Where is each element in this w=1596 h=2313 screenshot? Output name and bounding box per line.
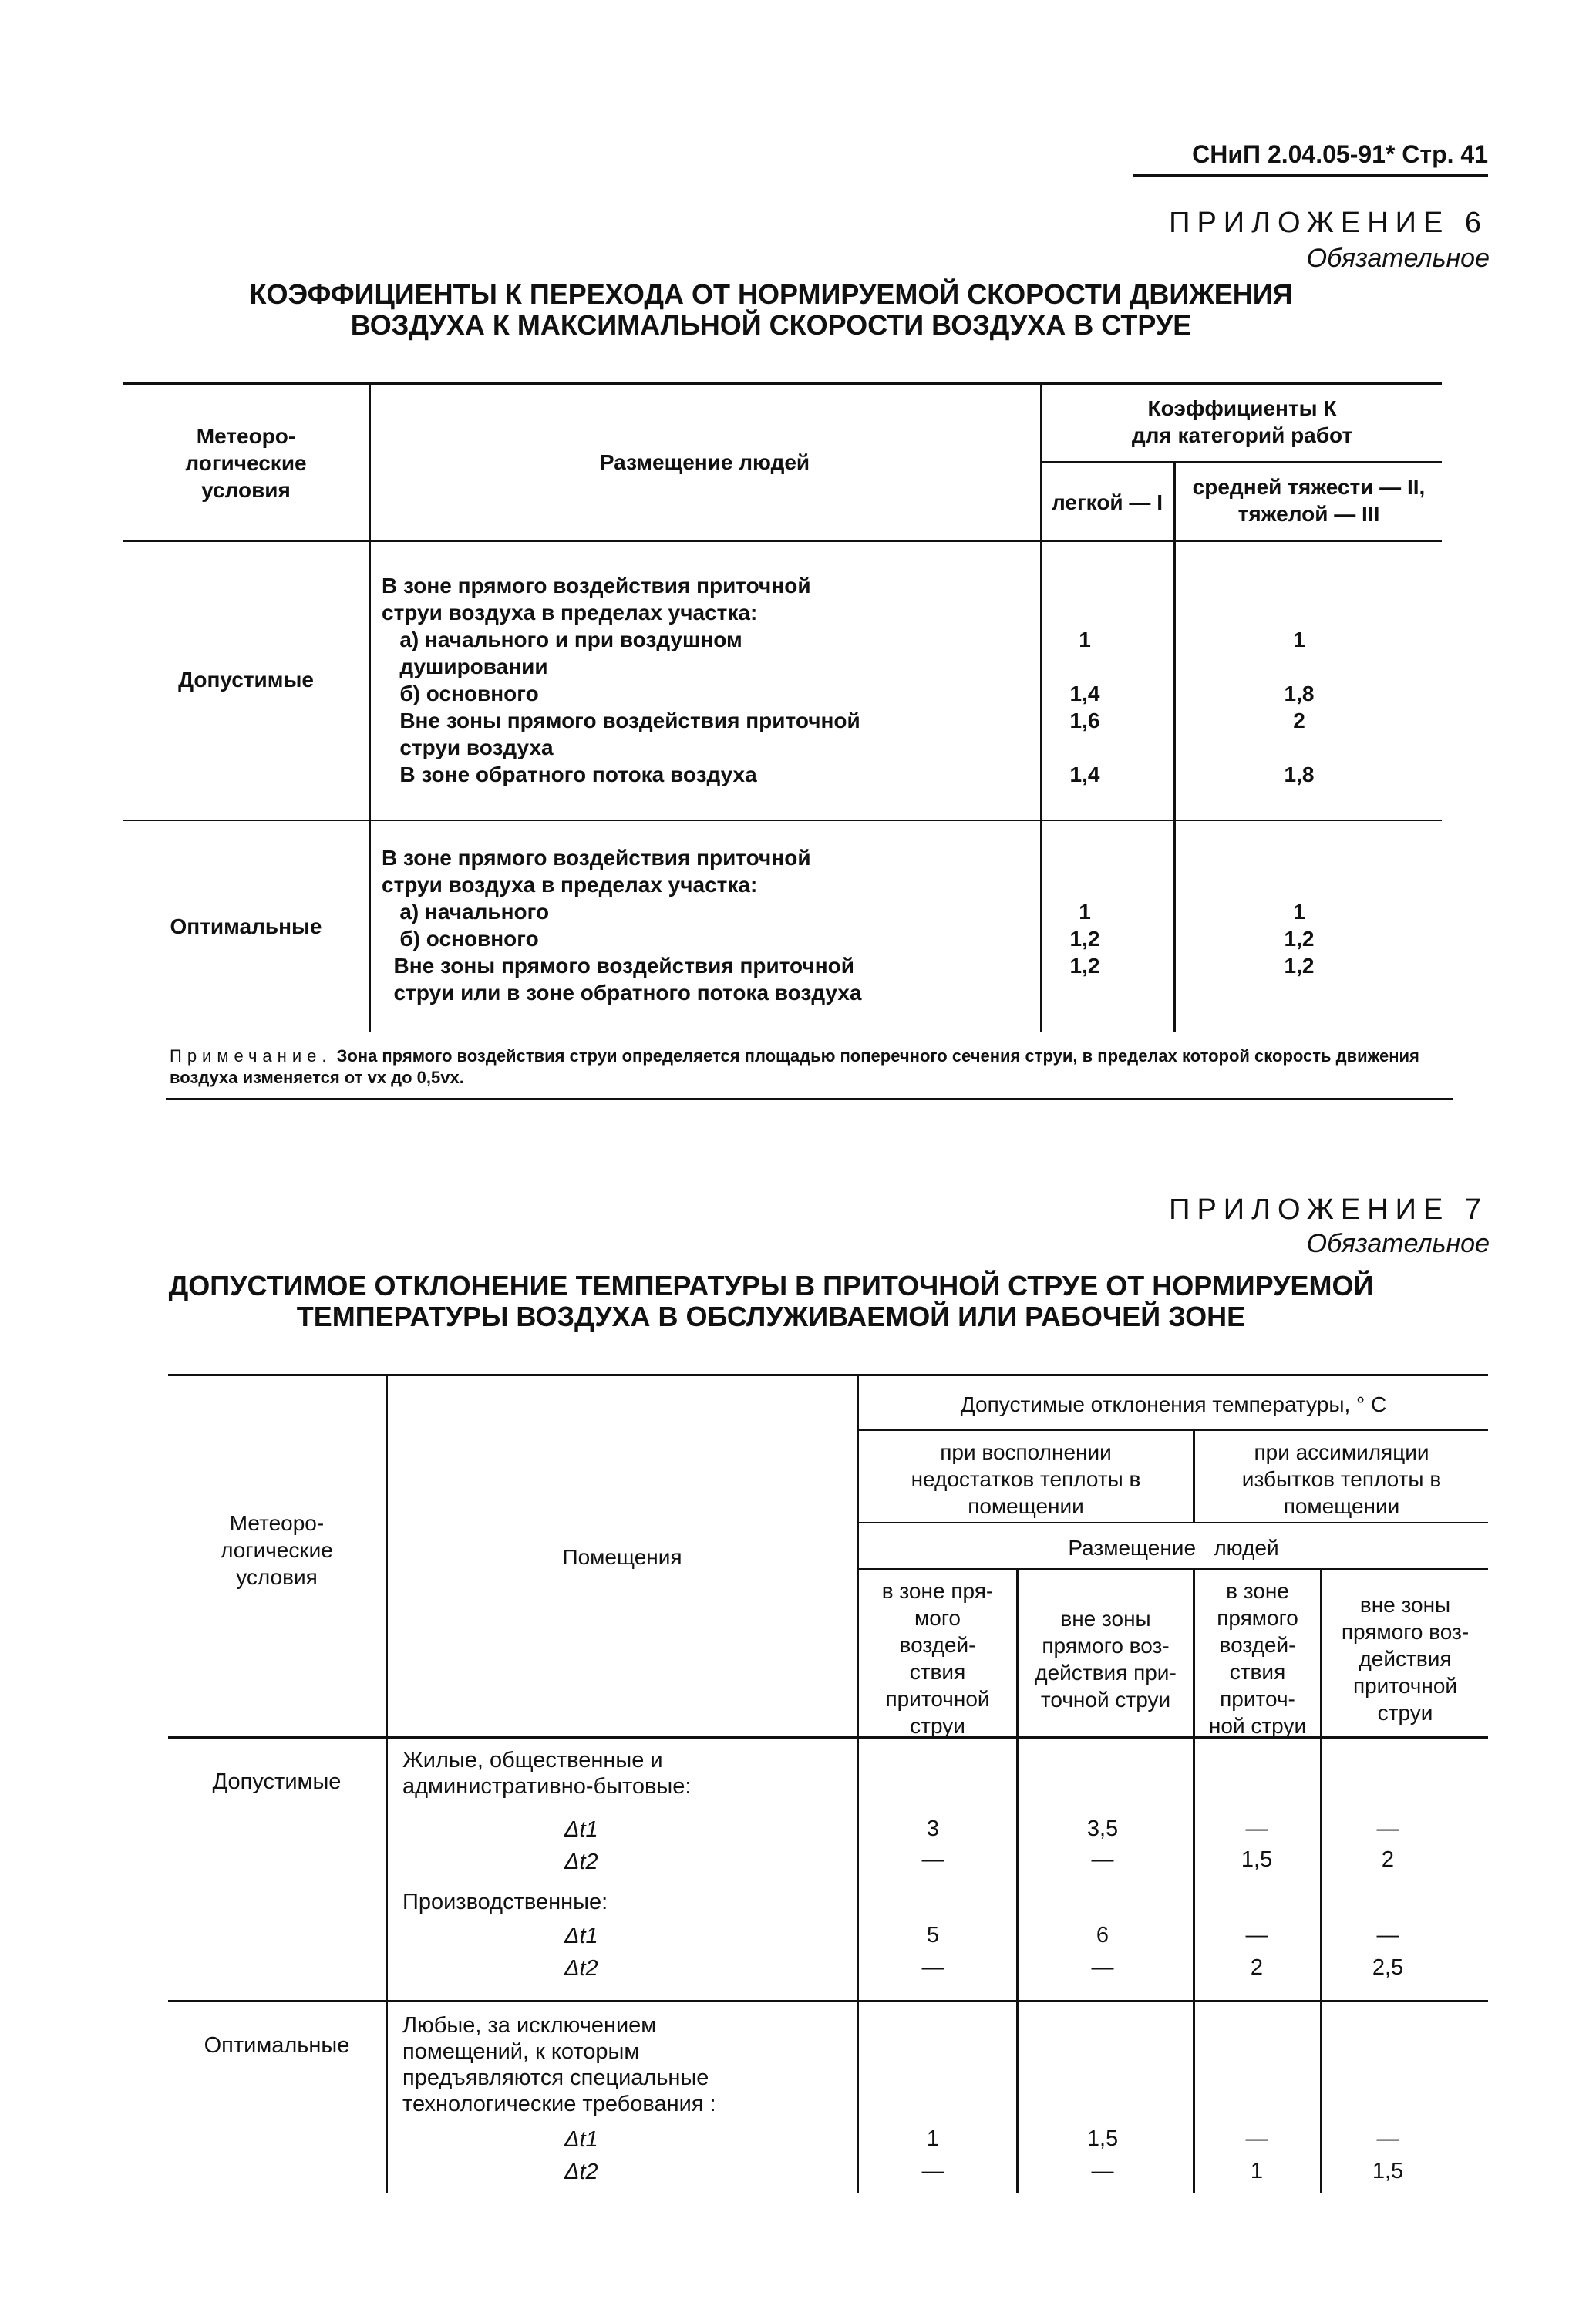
table2-cell: 1,5 [1241,1847,1273,1872]
table2-sub-in-zone-excess: в зоне прямого воздей- ствия приточ- ной струи [1208,1579,1307,1738]
table2-cell: — [1376,2126,1399,2151]
table2-cell: — [1091,1955,1114,1980]
table1-col-divider-3 [1173,461,1176,1032]
table1-group-optimal: Оптимальные [170,914,322,938]
table2-cell: 3,5 [1086,1816,1119,1841]
appendix-7-title-line2: ТЕМПЕРАТУРЫ ВОЗДУХА В ОБСЛУЖИВАЕМОЙ ИЛИ РАБОЧЕЙ ЗОНЕ [296,1301,1246,1332]
table2-rooms-residential: Жилые, общественные и административно-бытовые: [402,1748,692,1799]
table2-col-divider-1 [386,1374,388,2193]
table2-header-rooms: Помещения [562,1545,682,1569]
table1-group-permissible-text: В зоне прямого воздействия приточной струи воздуха в пределах участка: а) начального и при воздушном душировании б) основного Вне зоны прямого воздействия приточной струи воздуха В зоне обратного потока воздуха [382,574,860,786]
appendix-6-label: ПРИЛОЖЕНИЕ 6 [1169,207,1488,239]
table2-sub-out-zone-excess: вне зоны прямого воз- действия приточной струи [1341,1593,1470,1725]
table2-header-meteo: Метеоро- логические условия [221,1511,333,1589]
table1-col-divider-1 [369,382,371,1032]
table2-top-rule [168,1374,1488,1376]
table2-cell: — [1245,1923,1268,1948]
table1-group-permissible-heavy: 1 1,8 2 1,8 [1284,628,1315,786]
appendix-6-note [170,1045,1457,1089]
table2-header-excess: при ассимиляции избытков теплоты в помещении [1241,1440,1442,1518]
table1-group-optimal-heavy: 1 1,2 1,2 [1284,900,1315,978]
table2-cell: 1 [1250,2159,1264,2183]
appendix-7-status: Обязательное [1306,1229,1490,1258]
table2-group-divider [168,2000,1488,2002]
table2-cell: — [1091,1847,1114,1872]
table2-cell: 1,5 [1086,2126,1119,2151]
note-rule [166,1098,1453,1100]
table1-header-heavy: средней тяжести — II, тяжелой — III [1192,475,1426,526]
table2-cell: 5 [926,1923,940,1948]
table1-header-rule [123,540,1442,542]
table2-cell: 3 [926,1816,940,1841]
table2-header-deviation: Допустимые отклонения температуры, ° С [960,1392,1387,1416]
table2-sub-out-zone-deficit: вне зоны прямого воз- действия при- точной струи [1035,1607,1177,1712]
table1-group-optimal-light: 1 1,2 1,2 [1069,900,1100,978]
appendix-6-status: Обязательное [1306,244,1490,273]
table2-cell: 2,5 [1372,1955,1404,1980]
note-text: Зона прямого воздействия струи определяется площадью поперечного сечения струи, в пределах которой скорость движения воздуха изменяется от vx до 0,5vx. [170,1046,1419,1087]
table2-group-permissible: Допустимые [212,1769,342,1794]
delta-t2-label: Δt2 [564,1956,598,1981]
delta-t2-label: Δt2 [564,2160,598,2184]
table2-cell: — [1376,1923,1399,1948]
table2-cell: 1 [926,2126,940,2151]
header-underline [1133,174,1488,177]
table1-header-light: легкой — I [1052,490,1163,514]
table2-rooms-industrial: Производственные: [402,1890,608,1914]
table1-header-meteo: Метеоро- логические условия [185,424,307,502]
appendix-7-label: ПРИЛОЖЕНИЕ 7 [1169,1194,1488,1226]
delta-t2-label: Δt2 [564,1850,598,1874]
appendix-7-title-line1: ДОПУСТИМОЕ ОТКЛОНЕНИЕ ТЕМПЕРАТУРЫ В ПРИТОЧНОЙ СТРУЕ ОТ НОРМИРУЕМОЙ [168,1270,1374,1301]
note-label: Примечание. [170,1046,332,1066]
table2-sub-in-zone-deficit: в зоне пря- мого воздей- ствия приточной струи [881,1579,994,1738]
table2-group-rule [857,1522,1488,1523]
table1-top-rule [123,382,1442,385]
delta-t1-label: Δt1 [564,2127,598,2152]
table1-header-coefficients: Коэффициенты К для категорий работ [1131,396,1353,447]
table1-header-placement: Размещение людей [599,450,810,474]
appendix-7-title [100,1271,1442,1332]
table2-cell: 6 [1096,1923,1109,1948]
table1-group-rule [123,820,1442,821]
table1-subheader-rule [1042,461,1442,463]
table2-cell: — [1376,1816,1399,1841]
table2-cell: — [1245,2126,1268,2151]
table2-header-placement: Размещение людей [1068,1536,1279,1560]
table1-group-permissible-light: 1 1,4 1,6 1,4 [1069,628,1100,786]
table2-group-optimal: Оптимальные [204,2033,350,2058]
table2-cell: 2 [1250,1955,1264,1980]
table2-header-deficit: при восполнении недостатков теплоты в помещении [911,1440,1141,1518]
table2-cell: — [1245,1816,1268,1841]
table2-cell: — [1091,2159,1114,2183]
table2-cell: — [921,1955,944,1980]
page-reference: СНиП 2.04.05-91* Стр. 41 [1192,140,1488,168]
table2-cell: 1,5 [1372,2159,1404,2183]
table2-cell: — [921,2159,944,2183]
table2-placement-rule [857,1568,1488,1570]
delta-t1-label: Δt1 [564,1817,598,1842]
appendix-6-title-line2: ВОЗДУХА К МАКСИМАЛЬНОЙ СКОРОСТИ ВОЗДУХА В СТРУЕ [350,309,1192,341]
delta-t1-label: Δt1 [564,1924,598,1948]
table1-group-permissible: Допустимые [178,668,314,692]
appendix-6-title [116,279,1426,341]
table1-group-optimal-text: В зоне прямого воздействия приточной струи воздуха в пределах участка: а) начального б) основного Вне зоны прямого воздействия приточной струи или в зоне обратного потока воздуха [382,846,862,1005]
table2-dev-rule [857,1429,1488,1431]
table2-rooms-any: Любые, за исключением помещений, к которым предъявляются специальные технологические требования : [402,2013,716,2116]
table2-cell: — [921,1847,944,1872]
table2-cell: 2 [1381,1847,1395,1872]
appendix-6-title-line1: КОЭФФИЦИЕНТЫ К ПЕРЕХОДА ОТ НОРМИРУЕМОЙ СКОРОСТИ ДВИЖЕНИЯ [249,278,1293,310]
